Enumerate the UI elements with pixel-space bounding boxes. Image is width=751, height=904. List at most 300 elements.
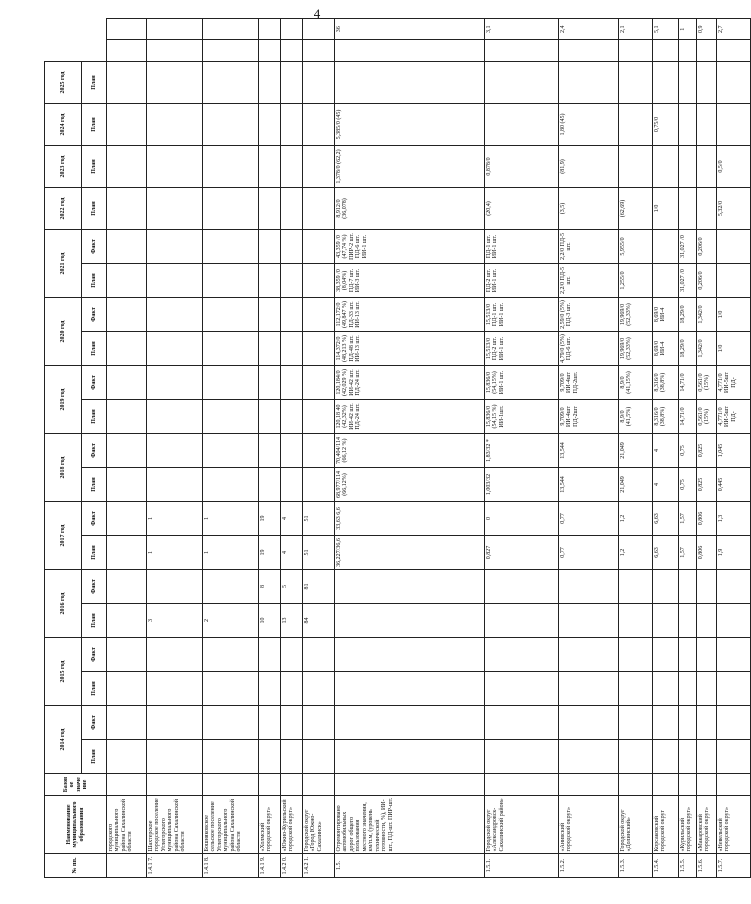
value-cell: 5,1 bbox=[653, 19, 679, 41]
value-cell: 2,2/0 ПД-5 шт. bbox=[559, 230, 619, 264]
row-name: Городской округ «Город Южно-Сахалинск» bbox=[303, 796, 335, 854]
value-cell: 51 bbox=[303, 502, 335, 536]
value-cell: 8,316/0 (38,8%) bbox=[653, 366, 679, 400]
base-value-cell bbox=[303, 774, 335, 796]
value-cell bbox=[335, 40, 485, 62]
subheader-fact: Факт bbox=[82, 570, 107, 604]
value-cell: 8,316/0 (38,8%) bbox=[653, 400, 679, 434]
value-cell bbox=[147, 570, 203, 604]
value-cell: 13,544 bbox=[559, 434, 619, 468]
value-cell bbox=[203, 400, 259, 434]
value-cell bbox=[259, 40, 281, 62]
value-cell bbox=[653, 672, 679, 706]
header-year: 2016 год bbox=[45, 570, 82, 638]
value-cell bbox=[107, 230, 147, 264]
value-cell bbox=[303, 672, 335, 706]
value-cell bbox=[203, 188, 259, 230]
base-value-cell bbox=[619, 774, 653, 796]
value-cell bbox=[259, 434, 281, 468]
base-value-cell bbox=[335, 774, 485, 796]
value-cell: 0,878/0 bbox=[485, 146, 559, 188]
value-cell bbox=[697, 638, 717, 672]
row-name: Городской округ «Александровск-Сахалинский район» bbox=[485, 796, 559, 854]
value-cell: 1,57 bbox=[679, 502, 697, 536]
value-cell bbox=[259, 188, 281, 230]
value-cell bbox=[281, 638, 303, 672]
value-cell: 8,69/0 ИИ-4 bbox=[653, 332, 679, 366]
value-cell: 0,806 bbox=[697, 536, 717, 570]
value-cell bbox=[303, 62, 335, 104]
value-cell bbox=[335, 672, 485, 706]
value-cell bbox=[303, 298, 335, 332]
value-cell bbox=[147, 706, 203, 740]
value-cell bbox=[485, 570, 559, 604]
value-cell bbox=[303, 40, 335, 62]
table-row bbox=[653, 19, 679, 878]
value-cell bbox=[281, 468, 303, 502]
value-cell bbox=[203, 672, 259, 706]
subheader-fact: Факт bbox=[82, 502, 107, 536]
value-cell bbox=[281, 19, 303, 41]
value-cell: 15,836/0 (54,15%) ИИ-1 шт. bbox=[485, 366, 559, 400]
row-number: 1.4.2 1. bbox=[303, 854, 335, 878]
value-cell: 0 bbox=[485, 502, 559, 536]
value-cell bbox=[281, 740, 303, 774]
value-cell bbox=[147, 264, 203, 298]
row-number: 1.4.1 8. bbox=[203, 854, 259, 878]
value-cell: 0,5/0 bbox=[717, 146, 751, 188]
value-cell bbox=[147, 434, 203, 468]
table-row bbox=[203, 19, 259, 878]
table-body bbox=[107, 19, 751, 878]
value-cell bbox=[107, 104, 147, 146]
value-cell bbox=[303, 740, 335, 774]
value-cell: (20,4) bbox=[485, 188, 559, 230]
value-cell bbox=[147, 740, 203, 774]
value-cell bbox=[147, 188, 203, 230]
value-cell: 114,372/0 (48,213 %) ПД-48 шт. ИИ-13 шт. bbox=[335, 332, 485, 366]
value-cell bbox=[259, 332, 281, 366]
value-cell bbox=[717, 62, 751, 104]
value-cell bbox=[653, 146, 679, 188]
value-cell bbox=[485, 740, 559, 774]
value-cell bbox=[281, 298, 303, 332]
value-cell bbox=[653, 706, 679, 740]
value-cell: 8,69/0 ИИ-4 bbox=[653, 298, 679, 332]
value-cell bbox=[203, 40, 259, 62]
value-cell: 19 bbox=[259, 502, 281, 536]
value-cell bbox=[303, 188, 335, 230]
table-row bbox=[717, 19, 751, 878]
value-cell bbox=[619, 638, 653, 672]
value-cell bbox=[281, 400, 303, 434]
value-cell: 18,29/0 bbox=[679, 298, 697, 332]
value-cell bbox=[281, 188, 303, 230]
value-cell: 8 bbox=[259, 570, 281, 604]
value-cell: 0,206/0 bbox=[697, 230, 717, 264]
value-cell: 13 bbox=[281, 604, 303, 638]
value-cell bbox=[147, 400, 203, 434]
row-number: 1.5.5. bbox=[679, 854, 697, 878]
value-cell bbox=[619, 672, 653, 706]
value-cell bbox=[147, 19, 203, 41]
value-cell bbox=[107, 19, 147, 41]
value-cell bbox=[653, 264, 679, 298]
table-row bbox=[107, 19, 147, 878]
value-cell: 70,404/114 (66,12 %) bbox=[335, 434, 485, 468]
value-cell bbox=[303, 400, 335, 434]
subheader-fact: Факт bbox=[82, 706, 107, 740]
value-cell bbox=[107, 400, 147, 434]
value-cell: 1,255/0 bbox=[619, 264, 653, 298]
row-number: 1.5.4. bbox=[653, 854, 679, 878]
value-cell: 6,63 bbox=[653, 536, 679, 570]
value-cell: 14,71/0 bbox=[679, 400, 697, 434]
value-cell bbox=[335, 570, 485, 604]
value-cell bbox=[107, 672, 147, 706]
page-number: 4 bbox=[313, 6, 321, 21]
header-year: 2023 год bbox=[45, 146, 82, 188]
value-cell bbox=[717, 672, 751, 706]
row-number: 1.4.1 9. bbox=[259, 854, 281, 878]
subheader-fact: Факт bbox=[82, 638, 107, 672]
value-cell: 1,57 bbox=[679, 536, 697, 570]
value-cell: 112,172/0 (49,847 %) ПД-33 шт. ИИ-13 шт. bbox=[335, 298, 485, 332]
value-cell bbox=[335, 706, 485, 740]
value-cell: 0,806 bbox=[697, 502, 717, 536]
value-cell: 1,83/32 * bbox=[485, 434, 559, 468]
value-cell: 1,3 bbox=[717, 502, 751, 536]
value-cell bbox=[259, 706, 281, 740]
value-cell: 4 bbox=[281, 536, 303, 570]
value-cell bbox=[653, 230, 679, 264]
value-cell: 31,027 /0 bbox=[679, 230, 697, 264]
value-cell bbox=[281, 434, 303, 468]
value-cell: 1/0 bbox=[717, 298, 751, 332]
value-cell bbox=[679, 706, 697, 740]
value-cell bbox=[107, 638, 147, 672]
value-cell bbox=[697, 104, 717, 146]
value-cell: 19,969/0 (52,33%) bbox=[619, 298, 653, 332]
value-cell bbox=[335, 740, 485, 774]
value-cell: 10 bbox=[259, 604, 281, 638]
value-cell bbox=[281, 366, 303, 400]
row-name: «Курильский городской округ» bbox=[679, 796, 697, 854]
value-cell bbox=[203, 332, 259, 366]
value-cell bbox=[559, 706, 619, 740]
value-cell bbox=[619, 604, 653, 638]
row-name: Городской округ «Долинский» bbox=[619, 796, 653, 854]
header-year: 2015 год bbox=[45, 638, 82, 706]
value-cell: 3,1 bbox=[485, 19, 559, 41]
value-cell bbox=[653, 570, 679, 604]
value-cell bbox=[335, 604, 485, 638]
value-cell bbox=[559, 604, 619, 638]
subheader-fact: Факт bbox=[82, 298, 107, 332]
value-cell bbox=[697, 570, 717, 604]
value-cell bbox=[203, 740, 259, 774]
table-row bbox=[619, 19, 653, 878]
row-name: «Анивский городской округ» bbox=[559, 796, 619, 854]
value-cell bbox=[259, 264, 281, 298]
row-number: 1.5. bbox=[335, 854, 485, 878]
value-cell bbox=[697, 672, 717, 706]
value-cell bbox=[717, 740, 751, 774]
value-cell: 1,80 (45) bbox=[559, 104, 619, 146]
value-cell bbox=[485, 104, 559, 146]
value-cell bbox=[259, 146, 281, 188]
subheader-plan: План bbox=[82, 188, 107, 230]
value-cell bbox=[303, 366, 335, 400]
value-cell: 4,771/0 ИИ-5шт ПД- bbox=[717, 400, 751, 434]
table-row bbox=[147, 19, 203, 878]
subheader-plan: План bbox=[82, 536, 107, 570]
value-cell: 0,561/0 (15%) bbox=[697, 400, 717, 434]
value-cell bbox=[697, 706, 717, 740]
header-year: 2024 год bbox=[45, 104, 82, 146]
value-cell bbox=[107, 366, 147, 400]
value-cell: 1/0 bbox=[653, 188, 679, 230]
value-cell bbox=[147, 672, 203, 706]
value-cell bbox=[107, 502, 147, 536]
row-name: «Южно-Курильский городской округ» bbox=[281, 796, 303, 854]
value-cell: 81 bbox=[303, 570, 335, 604]
value-cell bbox=[107, 706, 147, 740]
base-value-cell bbox=[717, 774, 751, 796]
value-cell bbox=[107, 468, 147, 502]
value-cell: 13,544 bbox=[559, 468, 619, 502]
value-cell bbox=[653, 740, 679, 774]
value-cell: 8,9/0 (41,15%) bbox=[619, 366, 653, 400]
value-cell bbox=[619, 146, 653, 188]
subheader-plan: План bbox=[82, 146, 107, 188]
value-cell: 5,32/0 bbox=[717, 188, 751, 230]
value-cell bbox=[559, 62, 619, 104]
row-name: Бошняковское сельское поселение Углегорского муниципального района Сахалинской области bbox=[203, 796, 259, 854]
value-cell bbox=[303, 230, 335, 264]
subheader-fact: Факт bbox=[82, 366, 107, 400]
value-cell bbox=[303, 706, 335, 740]
subheader-plan: План bbox=[82, 104, 107, 146]
value-cell bbox=[619, 104, 653, 146]
base-value-cell bbox=[653, 774, 679, 796]
value-cell bbox=[679, 62, 697, 104]
row-number: 1.4.1 7. bbox=[147, 854, 203, 878]
value-cell: 2,1 bbox=[619, 19, 653, 41]
value-cell bbox=[653, 604, 679, 638]
value-cell bbox=[281, 672, 303, 706]
row-name: «Холмский городской округ» bbox=[259, 796, 281, 854]
value-cell bbox=[259, 400, 281, 434]
value-cell: 1 bbox=[679, 19, 697, 41]
row-number bbox=[107, 854, 147, 878]
value-cell bbox=[281, 62, 303, 104]
value-cell: 5,385/0 (45) bbox=[335, 104, 485, 146]
value-cell bbox=[697, 188, 717, 230]
value-cell: 6,63 bbox=[653, 502, 679, 536]
header-year: 2017 год bbox=[45, 502, 82, 570]
value-cell bbox=[303, 638, 335, 672]
value-cell: 1,342/0 bbox=[697, 298, 717, 332]
value-cell: ПД-2 шт. ИИ-1 шт. bbox=[485, 264, 559, 298]
value-cell bbox=[679, 104, 697, 146]
value-cell bbox=[107, 298, 147, 332]
value-cell: 43,359 /0 (47,74 %) ПИР-2 шт. ПД-6 шт. ИИ-1 шт. bbox=[335, 230, 485, 264]
value-cell: 1 bbox=[203, 536, 259, 570]
value-cell bbox=[653, 638, 679, 672]
value-cell bbox=[679, 638, 697, 672]
value-cell bbox=[203, 104, 259, 146]
header-year: 2019 год bbox=[45, 366, 82, 434]
value-cell bbox=[485, 604, 559, 638]
value-cell bbox=[147, 468, 203, 502]
value-cell: 15,836/0 (54,15 %) ИИ-1шт. bbox=[485, 400, 559, 434]
value-cell: 0,75 bbox=[679, 434, 697, 468]
value-cell bbox=[107, 62, 147, 104]
row-name: Корсаковский городской округ bbox=[653, 796, 679, 854]
value-cell bbox=[203, 264, 259, 298]
value-cell: 38,359 /0 (8,04%) ПД-7 шт. ИИ-3 шт. bbox=[335, 264, 485, 298]
value-cell: 1 bbox=[203, 502, 259, 536]
value-cell bbox=[203, 230, 259, 264]
value-cell bbox=[107, 264, 147, 298]
value-cell bbox=[281, 264, 303, 298]
base-value-cell bbox=[203, 774, 259, 796]
value-cell bbox=[679, 672, 697, 706]
value-cell bbox=[303, 146, 335, 188]
subheader-fact: Факт bbox=[82, 434, 107, 468]
value-cell bbox=[203, 19, 259, 41]
road-repair-table bbox=[44, 18, 751, 878]
value-cell: 2,2/0 ПД-5 шт. bbox=[559, 264, 619, 298]
table-row bbox=[281, 19, 303, 878]
value-cell: (81,9) bbox=[559, 146, 619, 188]
value-cell bbox=[717, 570, 751, 604]
rotated-table-container bbox=[44, 18, 737, 878]
value-cell bbox=[203, 638, 259, 672]
value-cell: 2,59/0 (5%) ПД-3 шт. bbox=[559, 298, 619, 332]
base-value-cell bbox=[107, 774, 147, 796]
value-cell bbox=[653, 40, 679, 62]
header-base: Базовое значение bbox=[45, 774, 107, 796]
value-cell bbox=[559, 40, 619, 62]
value-cell bbox=[147, 40, 203, 62]
value-cell: 0,77 bbox=[559, 502, 619, 536]
value-cell: 1,045 bbox=[717, 434, 751, 468]
table-row bbox=[559, 19, 619, 878]
header-year: 2021 год bbox=[45, 230, 82, 298]
value-cell: 0,445 bbox=[717, 468, 751, 502]
value-cell: 15,513/0 ПД-1 шт. ИИ-1 шт. bbox=[485, 298, 559, 332]
table-row bbox=[259, 19, 281, 878]
base-value-cell bbox=[697, 774, 717, 796]
value-cell bbox=[147, 298, 203, 332]
table-header-row bbox=[45, 19, 82, 878]
value-cell bbox=[203, 366, 259, 400]
value-cell bbox=[679, 604, 697, 638]
value-cell bbox=[653, 62, 679, 104]
value-cell bbox=[107, 740, 147, 774]
subheader-plan: План bbox=[82, 400, 107, 434]
value-cell bbox=[281, 104, 303, 146]
value-cell: 19,969/0 (52,33%) bbox=[619, 332, 653, 366]
value-cell: 0,206/0 bbox=[697, 264, 717, 298]
value-cell: 0,75 bbox=[679, 468, 697, 502]
value-cell: 0,561/0 (15%) bbox=[697, 366, 717, 400]
value-cell bbox=[697, 740, 717, 774]
value-cell: 1,342/0 bbox=[697, 332, 717, 366]
base-value-cell bbox=[485, 774, 559, 796]
value-cell: 21,049 bbox=[619, 434, 653, 468]
value-cell: 120,184/0 (42,029 %) ИИ-42 шт. ПД-24 шт. bbox=[335, 366, 485, 400]
header-year: 2022 год bbox=[45, 188, 82, 230]
value-cell: 8,9/0 (41,5%) bbox=[619, 400, 653, 434]
header-year: 2025 год bbox=[45, 62, 82, 104]
value-cell: (3,5) bbox=[559, 188, 619, 230]
value-cell bbox=[203, 706, 259, 740]
value-cell: 3 bbox=[147, 604, 203, 638]
value-cell: 0,825 bbox=[697, 434, 717, 468]
value-cell bbox=[697, 62, 717, 104]
subheader-fact: Факт bbox=[82, 230, 107, 264]
subheader-plan: План bbox=[82, 604, 107, 638]
value-cell bbox=[717, 230, 751, 264]
value-cell bbox=[679, 570, 697, 604]
subheader-plan: План bbox=[82, 672, 107, 706]
value-cell: 0,75/0 bbox=[653, 104, 679, 146]
value-cell bbox=[717, 104, 751, 146]
value-cell: 1/0 bbox=[717, 332, 751, 366]
value-cell bbox=[485, 40, 559, 62]
value-cell bbox=[281, 230, 303, 264]
value-cell bbox=[303, 332, 335, 366]
value-cell: 9,709/0 ИИ-4шт ПД-2шт bbox=[559, 400, 619, 434]
value-cell: 33,63 6,6 bbox=[335, 502, 485, 536]
value-cell: 15,513/0 ПД-2 шт. ИИ-1 шт. bbox=[485, 332, 559, 366]
value-cell: 31,027 /0 bbox=[679, 264, 697, 298]
value-cell bbox=[559, 638, 619, 672]
subheader-plan: План bbox=[82, 332, 107, 366]
base-value-cell bbox=[559, 774, 619, 796]
subheader-plan: План bbox=[82, 62, 107, 104]
value-cell: 0,77 bbox=[559, 536, 619, 570]
value-cell: 4 bbox=[653, 434, 679, 468]
value-cell bbox=[303, 104, 335, 146]
value-cell bbox=[559, 740, 619, 774]
value-cell: ПД-1 шт. ИИ-1 шт. bbox=[485, 230, 559, 264]
value-cell bbox=[259, 638, 281, 672]
value-cell bbox=[697, 146, 717, 188]
value-cell bbox=[717, 638, 751, 672]
value-cell bbox=[147, 230, 203, 264]
row-name: «Макаровский городской округ» bbox=[697, 796, 717, 854]
value-cell bbox=[485, 706, 559, 740]
value-cell: 19 bbox=[259, 536, 281, 570]
header-year: 2020 год bbox=[45, 298, 82, 366]
value-cell: 5,955/0 bbox=[619, 230, 653, 264]
value-cell: 1,2 bbox=[619, 502, 653, 536]
table-row bbox=[679, 19, 697, 878]
value-cell bbox=[619, 62, 653, 104]
row-number: 1.5.1. bbox=[485, 854, 559, 878]
value-cell bbox=[203, 434, 259, 468]
value-cell bbox=[485, 672, 559, 706]
header-num: № пп. bbox=[45, 854, 107, 878]
value-cell bbox=[107, 146, 147, 188]
value-cell bbox=[281, 706, 303, 740]
header-name: Наименование муниципального образования bbox=[45, 796, 107, 854]
value-cell bbox=[259, 366, 281, 400]
